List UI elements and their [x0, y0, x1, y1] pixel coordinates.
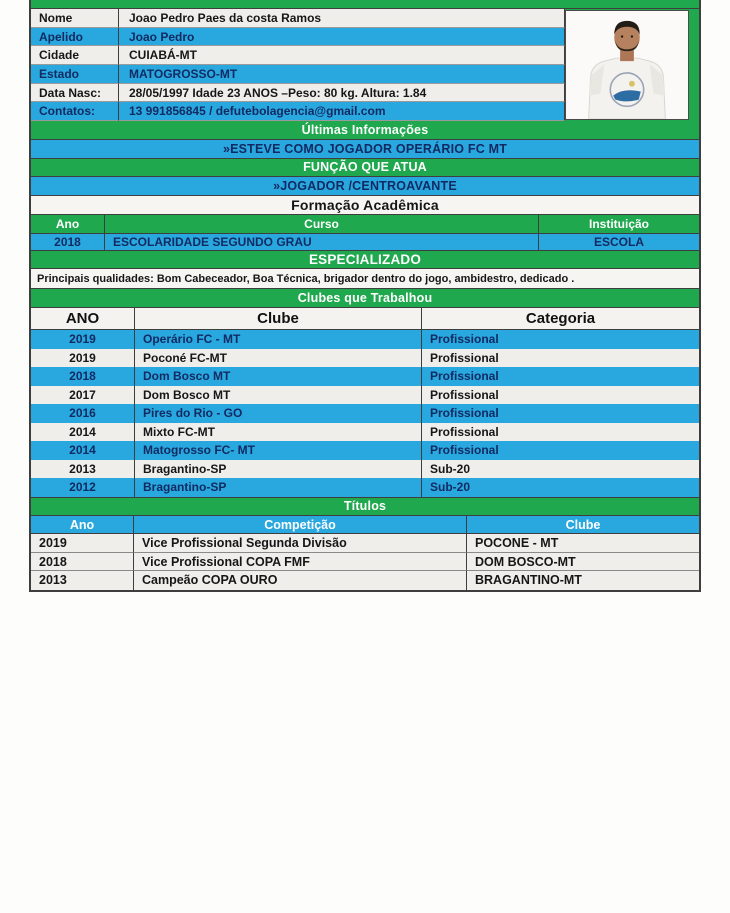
table-cell: Poconé FC-MT — [135, 349, 422, 368]
column-header: Competição — [134, 516, 467, 534]
table-cell: Profissional — [422, 367, 699, 386]
info-label: Nome — [31, 9, 119, 28]
table-cell: Pires do Rio - GO — [135, 404, 422, 423]
table-cell: 2019 — [31, 349, 135, 368]
top-green-strip — [31, 0, 699, 9]
info-label: Estado — [31, 65, 119, 84]
table-cell: 2017 — [31, 386, 135, 405]
table-cell: Profissional — [422, 423, 699, 442]
table-cell: Vice Profissional Segunda Divisão — [134, 534, 467, 552]
info-value: 28/05/1997 Idade 23 ANOS –Peso: 80 kg. Altura: 1.84 — [119, 84, 565, 103]
table-cell: DOM BOSCO-MT — [467, 553, 699, 571]
table-cell: Dom Bosco MT — [135, 367, 422, 386]
table-cell: Profissional — [422, 330, 699, 349]
banner-especializado: ESPECIALIZADO — [31, 251, 699, 270]
column-header: Ano — [31, 516, 134, 534]
personal-info-table — [31, 9, 699, 121]
column-header: Clube — [467, 516, 699, 534]
info-value: Joao Pedro Paes da costa Ramos — [119, 9, 565, 28]
column-header: Ano — [31, 215, 105, 233]
info-label: Contatos: — [31, 102, 119, 121]
column-header: Clube — [135, 308, 422, 330]
info-label: Apelido — [31, 28, 119, 47]
banner-titulos: Títulos — [31, 498, 699, 517]
formacao-table — [31, 215, 699, 251]
table-cell: 2019 — [31, 330, 135, 349]
photo-cell — [565, 9, 699, 121]
table-cell: 2018 — [31, 367, 135, 386]
banner-jogador-centroavante: »JOGADOR /CENTROAVANTE — [31, 177, 699, 196]
column-header: Curso — [105, 215, 539, 233]
qualities-text: Principais qualidades: Bom Cabeceador, Boa Técnica, brigador dentro do jogo, ambidestro, dedicado . — [31, 269, 699, 289]
player-photo-icon — [566, 11, 688, 119]
table-cell: Sub-20 — [422, 478, 699, 497]
column-header: ANO — [31, 308, 135, 330]
table-cell: Dom Bosco MT — [135, 386, 422, 405]
banner-formacao-academica: Formação Acadêmica — [31, 196, 699, 215]
player-profile-sheet — [29, 0, 701, 592]
table-cell: Mixto FC-MT — [135, 423, 422, 442]
table-cell: Sub-20 — [422, 460, 699, 479]
table-cell: 2016 — [31, 404, 135, 423]
info-label: Data Nasc: — [31, 84, 119, 103]
banner-ultimas-informacoes: Últimas Informações — [31, 121, 699, 140]
table-cell: Profissional — [422, 349, 699, 368]
clubs-table — [31, 308, 699, 498]
info-label: Cidade — [31, 46, 119, 65]
column-header: Instituição — [539, 215, 699, 233]
column-header: Categoria — [422, 308, 699, 330]
table-cell: 2012 — [31, 478, 135, 497]
table-cell: Vice Profissional COPA FMF — [134, 553, 467, 571]
table-cell: Bragantino-SP — [135, 460, 422, 479]
table-cell: 2019 — [31, 534, 134, 552]
table-cell: 2014 — [31, 441, 135, 460]
table-cell: 2013 — [31, 460, 135, 479]
info-value: 13 991856845 / defutebolagencia@gmail.com — [119, 102, 565, 121]
table-cell: ESCOLARIDADE SEGUNDO GRAU — [105, 233, 539, 250]
table-cell: Campeão COPA OURO — [134, 571, 467, 589]
table-cell: POCONE - MT — [467, 534, 699, 552]
table-cell: Operário FC - MT — [135, 330, 422, 349]
table-cell: Matogrosso FC- MT — [135, 441, 422, 460]
table-cell: 2013 — [31, 571, 134, 589]
table-cell: Profissional — [422, 386, 699, 405]
table-cell: BRAGANTINO-MT — [467, 571, 699, 589]
player-photo — [565, 10, 689, 120]
info-value: CUIABÁ-MT — [119, 46, 565, 65]
table-cell: 2018 — [31, 553, 134, 571]
table-cell: 2014 — [31, 423, 135, 442]
table-cell: ESCOLA — [539, 233, 699, 250]
info-value: MATOGROSSO-MT — [119, 65, 565, 84]
banner-esteve-como-jogador: »ESTEVE COMO JOGADOR OPERÁRIO FC MT — [31, 140, 699, 159]
table-cell: 2018 — [31, 233, 105, 250]
table-cell: Profissional — [422, 441, 699, 460]
titles-table — [31, 516, 699, 590]
table-cell: Bragantino-SP — [135, 478, 422, 497]
info-value: Joao Pedro — [119, 28, 565, 47]
banner-funcao-que-atua: FUNÇÃO QUE ATUA — [31, 159, 699, 178]
table-cell: Profissional — [422, 404, 699, 423]
banner-clubes-que-trabalhou: Clubes que Trabalhou — [31, 289, 699, 308]
